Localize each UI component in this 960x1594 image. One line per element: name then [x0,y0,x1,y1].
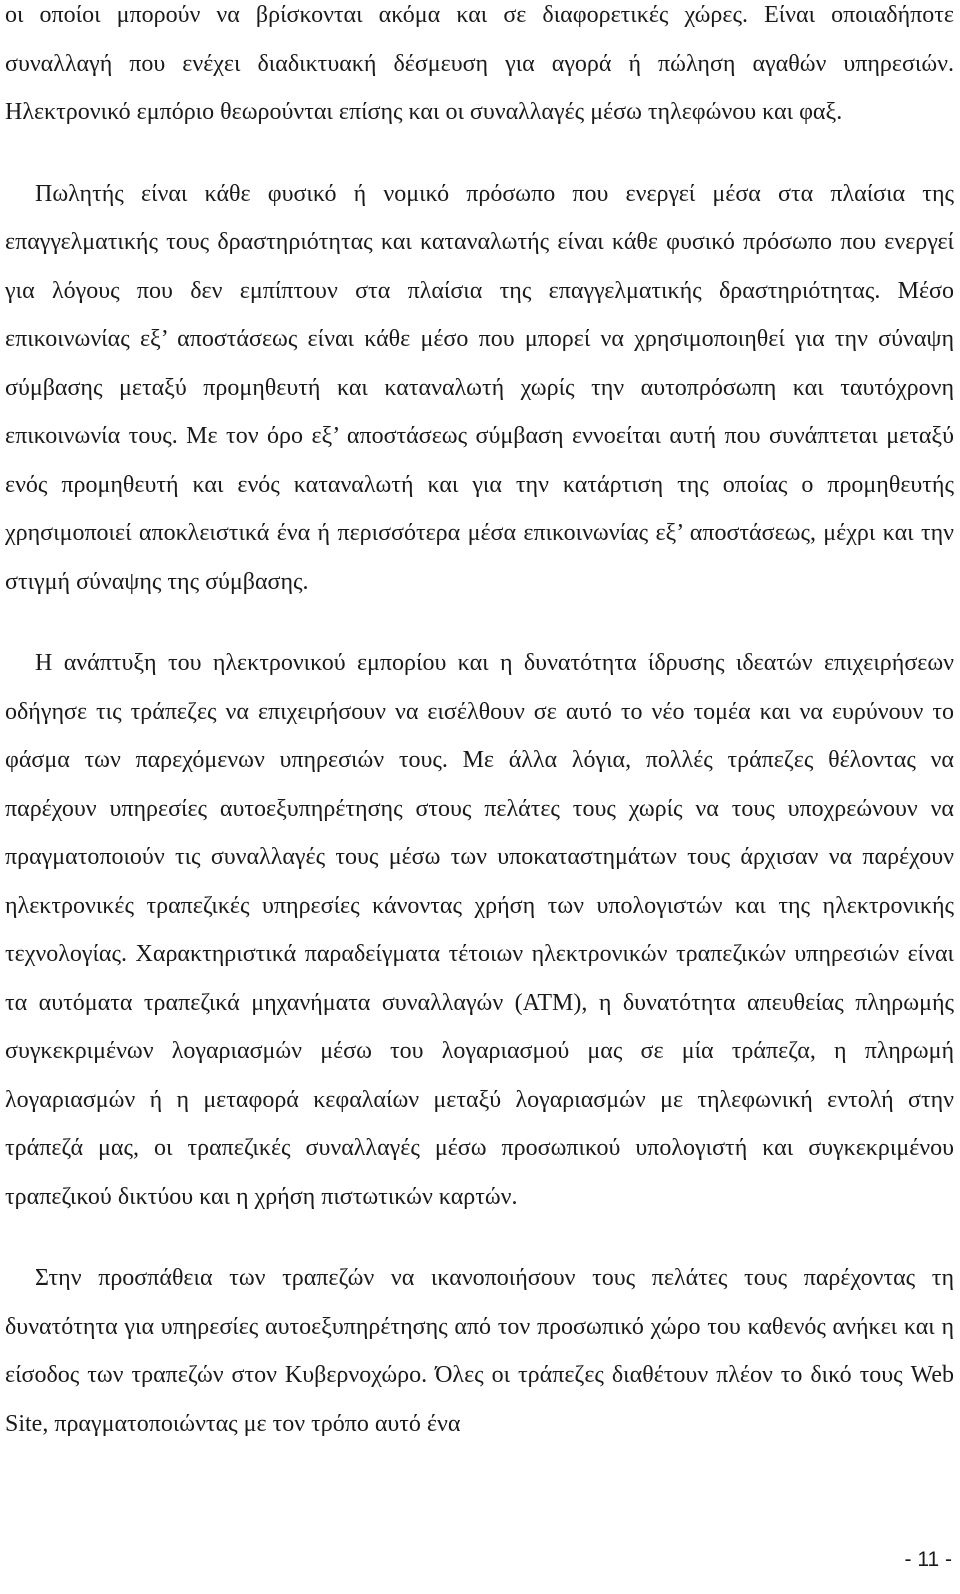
page-number: - 11 - [904,1548,952,1571]
paragraph-banks-cyberspace: Στην προσπάθεια των τραπεζών να ικανοποιήσουν τους πελάτες τους παρέχοντας τη δυνατότητα για υπηρεσίες αυτοεξυπηρέτησης από τον προσωπικό χώρο του καθενός ανήκει και η είσοδος των τραπεζών στον Κυβερνοχώρο. Όλες οι τράπεζες διαθέτουν πλέον το δικό τους Web Site, πραγματοποιώντας με τον τρόπο αυτό ένα [5,1265,954,1437]
paragraph-gap [5,137,954,170]
paragraph-seller-definition: Πωλητής είναι κάθε φυσικό ή νομικό πρόσωπο που ενεργεί μέσα στα πλαίσια της επαγγελματικής τους δραστηριότητας και καταναλωτής είναι κάθε φυσικό πρόσωπο που ενεργεί για λόγους που δεν εμπίπτουν στα πλαίσια της επαγγελματικής δραστηριότητας. Μέσο επικοινωνίας εξ’ αποστάσεως είναι κάθε μέσο που μπορεί να χρησιμοποιηθεί για την σύναψη σύμβασης μεταξύ προμηθευτή και καταναλωτή χωρίς την αυτοπρόσωπη και ταυτόχρονη επικοινωνία τους. Με τον όρο εξ’ αποστάσεως σύμβαση εννοείται αυτή που συνάπτεται μεταξύ ενός προμηθευτή και ενός καταναλωτή και για την κατάρτιση της οποίας ο προμηθευτής χρησιμοποιεί αποκλειστικά ένα ή περισσότερα μέσα επικοινωνίας εξ’ αποστάσεως, μέχρι και την στιγμή σύναψης της σύμβασης. [5,180,954,595]
paragraph-continuation: οι οποίοι μπορούν να βρίσκονται ακόμα και σε διαφορετικές χώρες. Είναι οποιαδήποτε συναλλαγή που ενέχει διαδικτυακή δέσμευση για αγορά ή πώληση αγαθών υπηρεσιών. Ηλεκτρονικό εμπόριο θεωρούνται επίσης και οι συναλλαγές μέσω τηλεφώνου και φαξ. [5,2,954,125]
paragraph-gap [5,1221,954,1254]
paragraph-gap [5,606,954,639]
paragraph-ebanking-development: Η ανάπτυξη του ηλεκτρονικού εμπορίου και η δυνατότητα ίδρυσης ιδεατών επιχειρήσεων οδήγησε τις τράπεζες να επιχειρήσουν να εισέλθουν σε αυτό το νέο τομέα και να ευρύνουν το φάσμα των παρεχόμενων υπηρεσιών τους. Με άλλα λόγια, πολλές τράπεζες θέλοντας να παρέχουν υπηρεσίες αυτοεξυπηρέτησης στους πελάτες τους χωρίς να τους υποχρεώνουν να πραγματοποιούν τις συναλλαγές τους μέσω των υποκαταστημάτων τους άρχισαν να παρέχουν ηλεκτρονικές τραπεζικές υπηρεσίες κάνοντας χρήση των υπολογιστών και της ηλεκτρονικής τεχνολογίας. Χαρακτηριστικά παραδείγματα τέτοιων ηλεκτρονικών τραπεζικών υπηρεσιών είναι τα αυτόματα τραπεζικά μηχανήματα συναλλαγών (ΑΤΜ), η δυνατότητα απευθείας πληρωμής συγκεκριμένων λογαριασμών μέσω του λογαριασμού μας σε μία τράπεζα, η πληρωμή λογαριασμών ή η μεταφορά κεφαλαίων μεταξύ λογαριασμών με τηλεφωνική εντολή στην τράπεζά μας, οι τραπεζικές συναλλαγές μέσω προσωπικού υπολογιστή και συγκεκριμένου τραπεζικού δικτύου και η χρήση πιστωτικών καρτών. [5,650,954,1210]
